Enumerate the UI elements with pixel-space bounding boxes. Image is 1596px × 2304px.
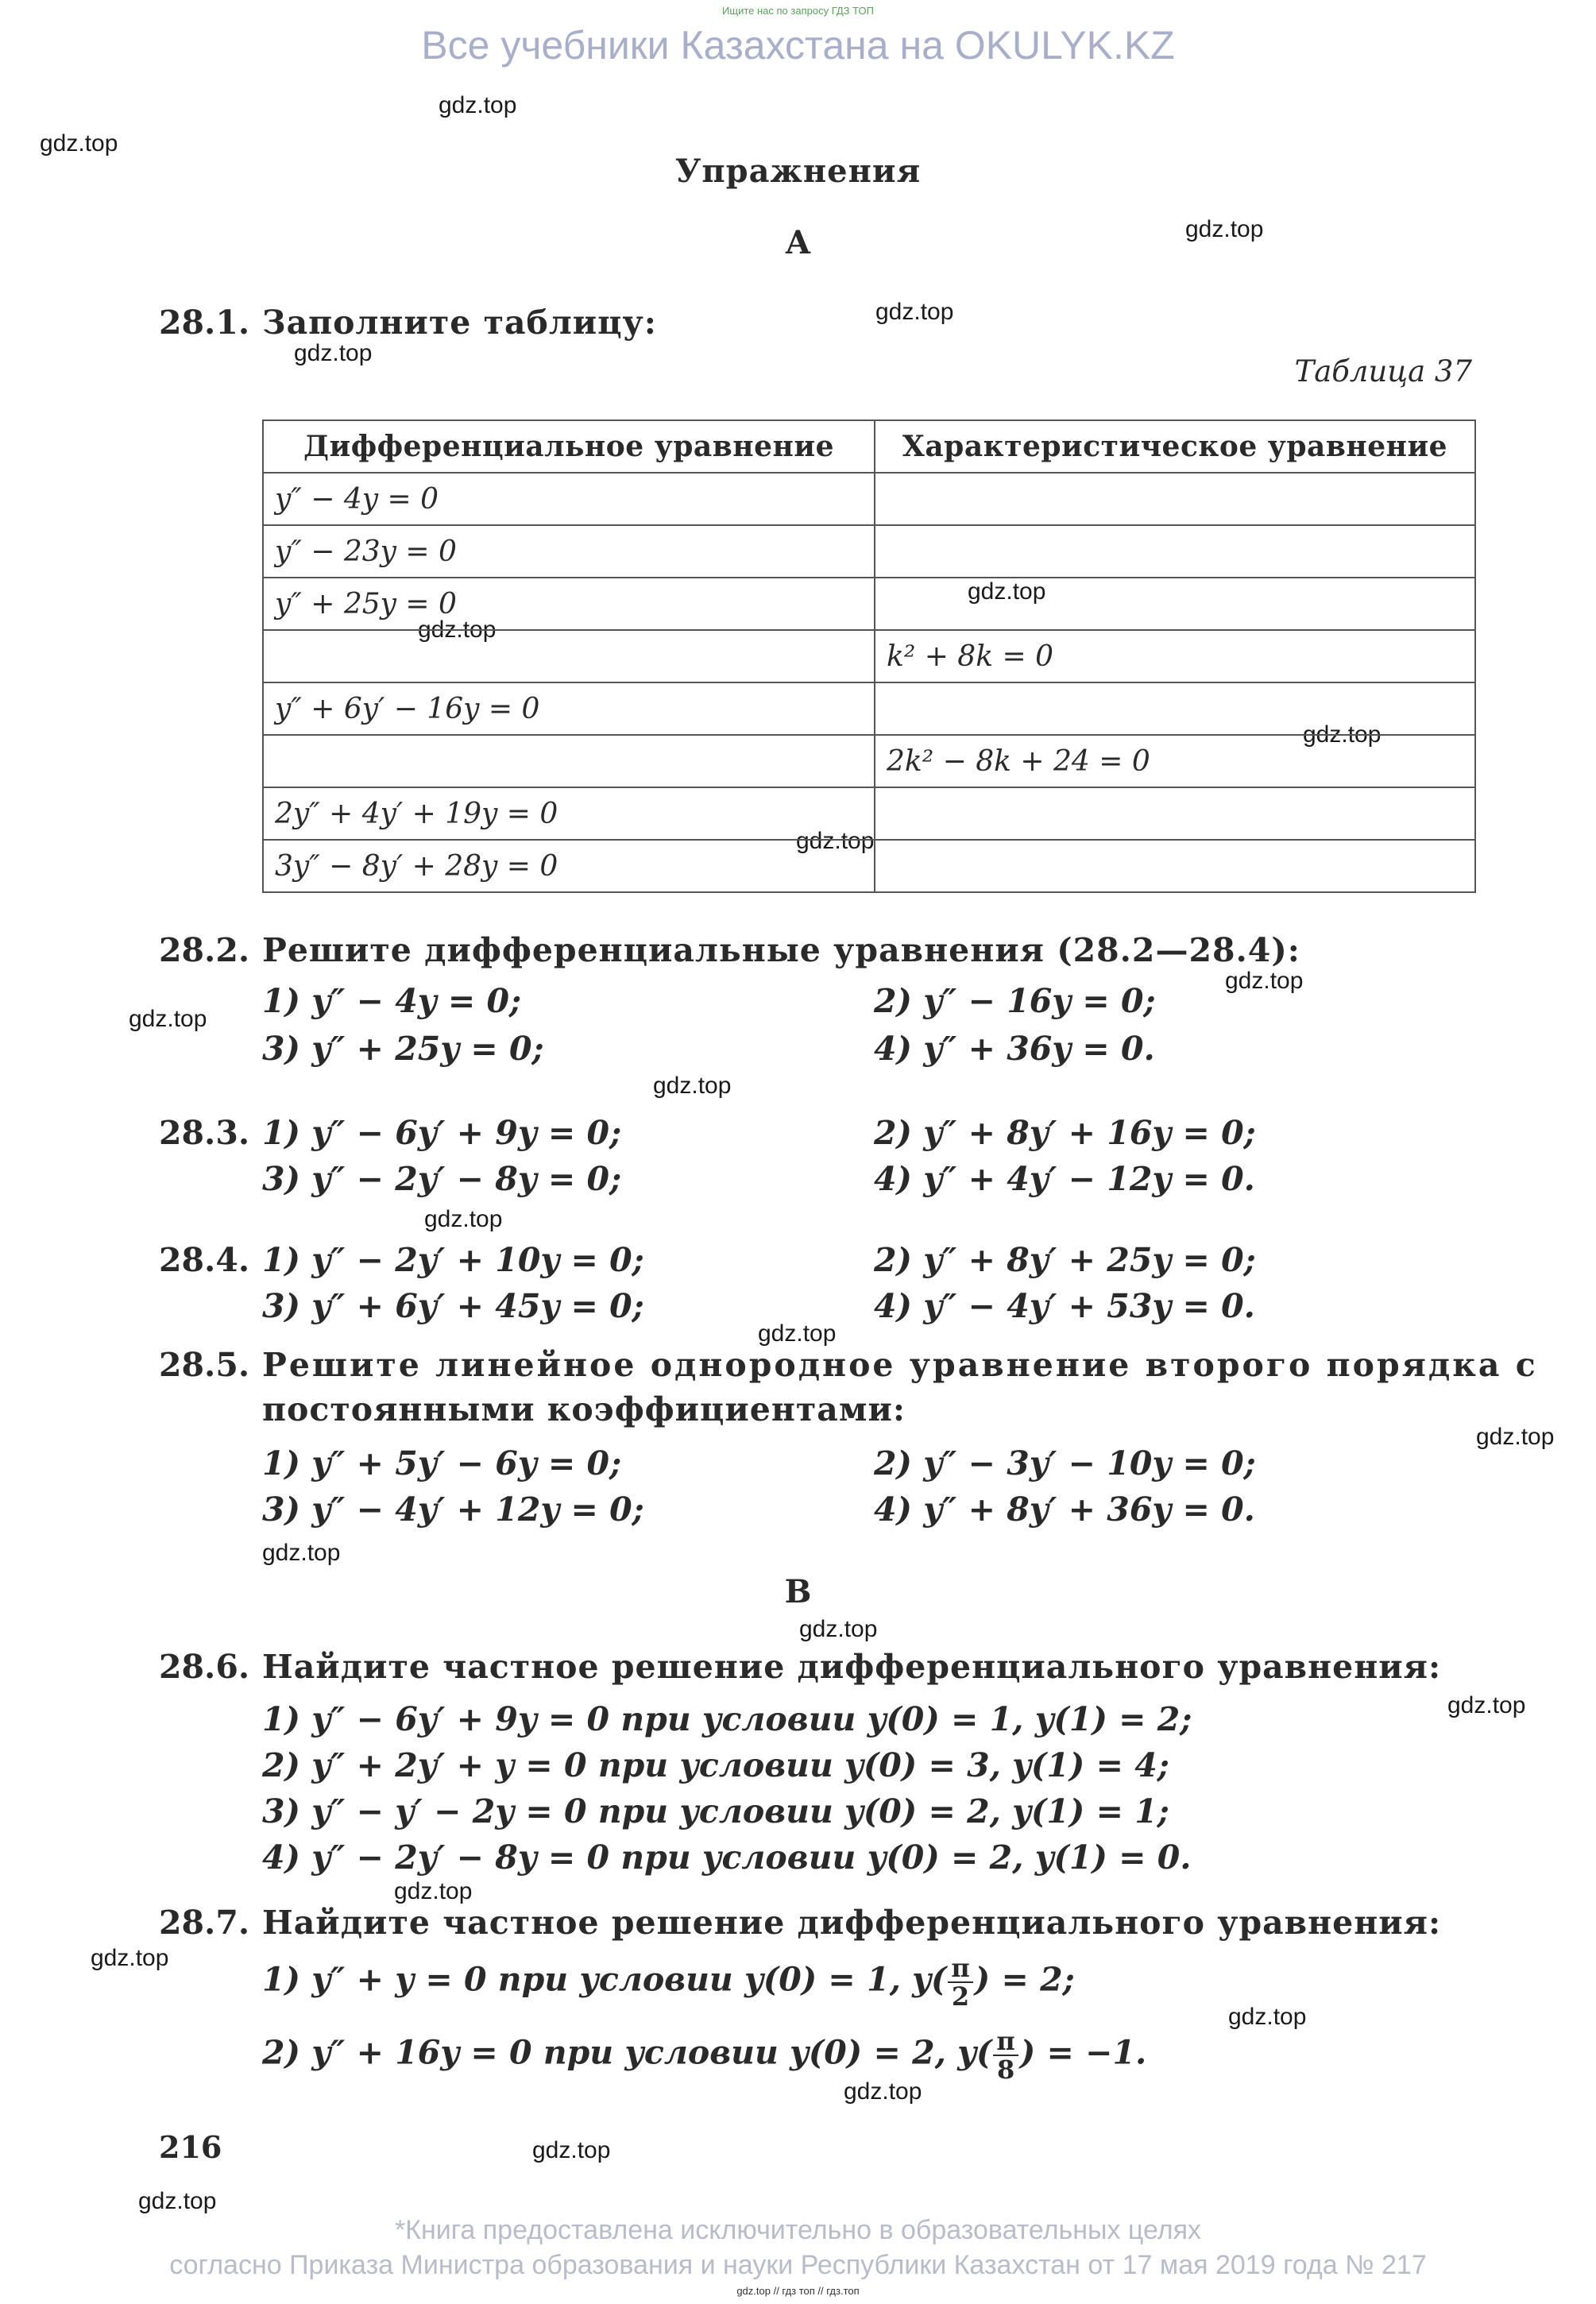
watermark: gdz.top: [799, 1616, 878, 1642]
exercise-text: Решите линейное однородное уравнение второго порядка с: [262, 1346, 1538, 1384]
section-b-heading: В: [784, 1573, 812, 1610]
table-cell: [875, 682, 1475, 735]
table-row: [263, 473, 1475, 525]
column-header: Дифференциальное уравнение: [263, 420, 875, 473]
exercise-text: Заполните таблицу:: [262, 303, 657, 342]
watermark: gdz.top: [394, 1878, 473, 1904]
table-row: [263, 787, 1475, 840]
page-number: 216: [159, 2129, 222, 2165]
watermark: gdz.top: [844, 2078, 922, 2105]
watermark: gdz.top: [968, 578, 1046, 605]
equation-item: [262, 1954, 1075, 2010]
watermark: gdz.top: [796, 828, 875, 854]
table-cell: [875, 473, 1475, 525]
equation-item: 3) y″ − 4y′ + 12y = 0;: [262, 1490, 644, 1529]
exercise-number: 28.4.: [159, 1241, 250, 1279]
fraction-numerator: π: [948, 1954, 972, 1983]
equation-item: 4) y″ − 2y′ − 8y = 0 при условии y(0) = 2, y(1) = 0.: [262, 1838, 1192, 1877]
equations-table: [262, 419, 1476, 893]
top-note: Ищите нас по запросу ГДЗ ТОП: [722, 5, 874, 17]
equation-item: 4) y″ + 36y = 0.: [874, 1030, 1155, 1068]
page-title: Упражнения: [674, 153, 922, 190]
watermark: gdz.top: [40, 130, 118, 157]
equation-item: 4) y″ − 4y′ + 53y = 0.: [874, 1287, 1255, 1325]
watermark: gdz.top: [294, 340, 373, 366]
watermark: gdz.top: [1303, 721, 1382, 748]
watermark: gdz.top: [1447, 1692, 1526, 1718]
exercise-number: 28.1.: [159, 303, 250, 342]
equation-item: 3) y″ − y′ − 2y = 0 при условии y(0) = 2, y(1) = 1;: [262, 1792, 1169, 1830]
equation-item: 1) y″ − 6y′ + 9y = 0;: [262, 1114, 622, 1152]
table-cell: y″ − 23y = 0: [263, 525, 875, 578]
fraction: [948, 1954, 972, 2010]
table-cell: y″ + 6y′ − 16y = 0: [263, 682, 875, 735]
watermark: gdz.top: [758, 1320, 837, 1347]
table-cell: y″ − 4y = 0: [263, 473, 875, 525]
equation-item: 4) y″ + 4y′ − 12y = 0.: [874, 1160, 1255, 1198]
table-cell: 2k² − 8k + 24 = 0: [875, 735, 1475, 787]
column-header: Характеристическое уравнение: [875, 420, 1475, 473]
table-row: [263, 840, 1475, 892]
equation-item: 4) y″ + 8y′ + 36y = 0.: [874, 1490, 1255, 1529]
site-banner: Все учебники Казахстана на OKULYK.KZ: [421, 23, 1175, 68]
table-cell: [875, 578, 1475, 630]
equation-item: 1) y″ − 2y′ + 10y = 0;: [262, 1241, 644, 1279]
fraction-denominator: 2: [951, 1981, 970, 2012]
table-cell: [875, 787, 1475, 840]
equation-text: 2) y″ + 16y = 0 при условии y(0) = 2, y(: [262, 2033, 992, 2072]
equation-item: 1) y″ − 6y′ + 9y = 0 при условии y(0) = 1, y(1) = 2;: [262, 1700, 1192, 1738]
equation-item: 3) y″ + 6y′ + 45y = 0;: [262, 1287, 644, 1325]
watermark: gdz.top: [91, 1945, 169, 1971]
watermark: gdz.top: [418, 617, 497, 643]
exercise-text: постоянными коэффициентами:: [262, 1390, 906, 1428]
equation-item: 1) y″ + 5y′ − 6y = 0;: [262, 1444, 622, 1483]
exercise-number: 28.6.: [159, 1648, 250, 1686]
equation-item: 2) y″ − 16y = 0;: [874, 982, 1156, 1020]
equation-item: 2) y″ + 8y′ + 25y = 0;: [874, 1241, 1256, 1279]
equation-text: ) = 2;: [974, 1960, 1075, 1999]
watermark: gdz.top: [424, 1206, 503, 1232]
table-header-row: [263, 420, 1475, 473]
fraction-denominator: 8: [996, 2055, 1015, 2085]
table-cell: y″ + 25y = 0: [263, 578, 875, 630]
equation-item: 2) y″ + 8y′ + 16y = 0;: [874, 1114, 1256, 1152]
table-cell: 3y″ − 8y′ + 28y = 0: [263, 840, 875, 892]
exercise-number: 28.3.: [159, 1114, 250, 1152]
table-cell: [875, 840, 1475, 892]
watermark: gdz.top: [1225, 968, 1304, 994]
watermark: gdz.top: [1476, 1424, 1555, 1450]
table-caption: Таблица 37: [1294, 354, 1472, 389]
watermark: gdz.top: [262, 1540, 341, 1566]
watermark: gdz.top: [1185, 216, 1264, 242]
fraction-numerator: π: [993, 2028, 1018, 2056]
watermark: gdz.top: [129, 1006, 207, 1032]
table-row: [263, 630, 1475, 682]
exercise-number: 28.7.: [159, 1904, 250, 1942]
exercise-number: 28.2.: [159, 931, 250, 969]
table-row: [263, 735, 1475, 787]
equation-item: 2) y″ + 2y′ + y = 0 при условии y(0) = 3, y(1) = 4;: [262, 1746, 1169, 1784]
table-cell: [263, 735, 875, 787]
exercise-text: Найдите частное решение дифференциального уравнения:: [262, 1648, 1442, 1686]
equation-item: 2) y″ − 3y′ − 10y = 0;: [874, 1444, 1256, 1483]
equation-item: 3) y″ + 25y = 0;: [262, 1030, 544, 1068]
watermark: gdz.top: [532, 2137, 611, 2163]
table-cell: 2y″ + 4y′ + 19y = 0: [263, 787, 875, 840]
equation-item: 3) y″ − 2y′ − 8y = 0;: [262, 1160, 622, 1198]
equation-item: [262, 2028, 1146, 2083]
watermark: gdz.top: [875, 299, 954, 325]
table-cell: [263, 630, 875, 682]
footer-line: *Книга предоставлена исключительно в образовательных целях: [394, 2215, 1202, 2245]
section-a-heading: А: [785, 224, 811, 261]
watermark: gdz.top: [138, 2188, 217, 2214]
footer-line: согласно Приказа Министра образования и науки Республики Казахстан от 17 мая 2019 года № 217: [169, 2250, 1427, 2280]
table-row: [263, 578, 1475, 630]
table-row: [263, 682, 1475, 735]
bottom-note: gdz.top // гдз топ // гдз.топ: [736, 2285, 860, 2297]
fraction: [993, 2028, 1018, 2083]
watermark: gdz.top: [1228, 2004, 1307, 2030]
equation-text: 1) y″ + y = 0 при условии y(0) = 1, y(: [262, 1960, 947, 1999]
table-row: [263, 525, 1475, 578]
exercise-text: Найдите частное решение дифференциального уравнения:: [262, 1904, 1442, 1942]
watermark: gdz.top: [439, 92, 517, 118]
exercise-number: 28.5.: [159, 1346, 250, 1384]
exercise-text: Решите дифференциальные уравнения (28.2—28.4):: [262, 931, 1300, 969]
equation-text: ) = −1.: [1019, 2033, 1147, 2072]
table-cell: [875, 525, 1475, 578]
table-cell: k² + 8k = 0: [875, 630, 1475, 682]
equation-item: 1) y″ − 4y = 0;: [262, 982, 522, 1020]
watermark: gdz.top: [653, 1073, 732, 1099]
